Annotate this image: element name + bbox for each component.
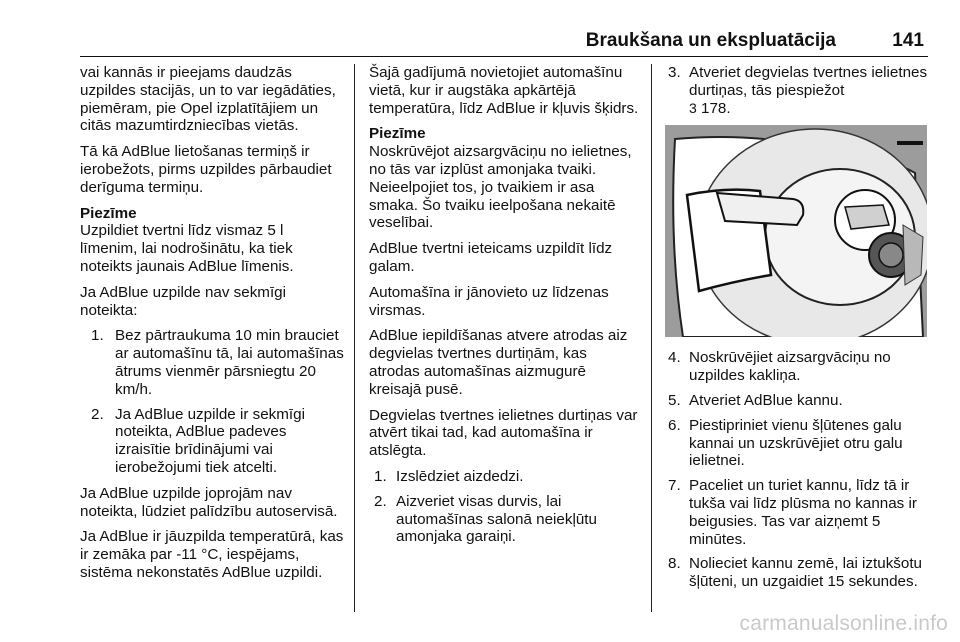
paragraph: AdBlue tvertni ieteicams uzpildīt līdz galam. (369, 240, 613, 275)
paragraph: Ja AdBlue uzpilde nav sekmīgi noteikta: (80, 283, 286, 319)
column-2 (369, 64, 641, 554)
list-item (665, 477, 935, 548)
list-item (665, 349, 935, 385)
note-heading: Piezīme (369, 125, 426, 143)
list-number: 7. (668, 477, 681, 495)
list-number: 5. (668, 391, 681, 409)
paragraph: Šajā gadījumā novietojiet automašīnu vietā, kur ir augstāka apkārtējā temperatūra, līdz AdBlue ir kļuvis šķidrs. (369, 64, 639, 117)
list-text: Izslēdziet aizdedzi. (396, 467, 524, 485)
list-text: Ja AdBlue uzpilde ir sekmīgi noteikta, AdBlue padeves izraisītie brīdinājumi vai ierobežojumi tiek atcelti. (115, 405, 305, 476)
list-item (665, 392, 935, 410)
list-number: 1. (374, 467, 387, 485)
list-number: 3. (668, 64, 681, 81)
paragraph: Ja AdBlue ir jāuzpilda temperatūrā, kas ir zemāka par -11 °C, iespējams, sistēma nekonstatēs AdBlue uzpildi. (80, 528, 344, 581)
list-item (80, 327, 344, 398)
list-text: Nolieciet kannu zemē, lai iztukšotu šļūteni, un uzgaidiet 15 sekundes. (689, 555, 922, 591)
column-divider-right (651, 64, 652, 612)
list-item (665, 64, 935, 117)
page-ref-arrow-icon: 3 (689, 99, 697, 116)
note-heading: Piezīme (80, 204, 137, 222)
page-reference[interactable]: 178. (701, 99, 731, 117)
list-item (369, 493, 641, 546)
column-divider-left (354, 64, 355, 612)
column-1 (80, 64, 344, 590)
numbered-list (665, 349, 935, 591)
list-text: Bez pārtraukuma 10 min brauciet ar automašīnu tā, lai automašīnas ātrums vienmēr pārsniegtu 20 km/h. (115, 327, 344, 398)
paragraph: AdBlue iepildīšanas atvere atrodas aiz degvielas tvertnes durtiņām, kas atrodas automašīnas aizmugurē kreisajā pusē. (369, 327, 628, 398)
note-text: Uzpildiet tvertni līdz vismaz 5 l līmenim, lai nodrošinātu, ka tiek noteikts jaunais AdBlue līmenis. (80, 222, 294, 275)
list-item (665, 555, 935, 591)
numbered-list (80, 327, 344, 476)
list-number: 4. (668, 349, 681, 367)
paragraph: Tā kā AdBlue lietošanas termiņš ir ierobežots, pirms uzpildes pārbaudiet derīguma termiņu. (80, 143, 332, 196)
note-text: Noskrūvējot aizsargvāciņu no ielietnes, no tās var izplūst amonjaka tvaiki. Neieelpojiet tos, jo tvaikiem ir asa smaka. Šo tvaiku ieelpošana nekaitē veselībai. (369, 143, 632, 232)
list-number: 8. (668, 555, 681, 573)
list-number: 2. (374, 492, 387, 510)
list-text: Paceliet un turiet kannu, līdz tā ir tukša vai līdz plūsma no kannas ir beigusies. Tas var aizņemt 5 minūtes. (689, 477, 917, 548)
paragraph: Ja AdBlue uzpilde joprojām nav noteikta, lūdziet palīdzību autoservisā. (80, 484, 338, 520)
note-block (369, 125, 641, 232)
list-text: Piestipriniet vienu šļūtenes galu kannai un uzskrūvējiet otru galu ielietnei. (689, 416, 903, 470)
paragraph: vai kannās ir pieejams daudzās uzpildes stacijās, un to var iegādāties, piemēram, pie Opel izplatītājiem un citās mazumtirdzniecības vietās. (80, 64, 336, 135)
numbered-list (369, 468, 641, 546)
list-number: 2. (91, 405, 104, 423)
list-item (665, 417, 935, 470)
page-number: 141 (892, 30, 924, 51)
note-block (80, 205, 344, 276)
page-header (80, 24, 928, 58)
list-text: Atveriet AdBlue kannu. (689, 391, 843, 409)
column-3 (665, 64, 935, 599)
numbered-list (665, 64, 935, 117)
paragraph: Degvielas tvertnes ielietnes durtiņas var atvērt tikai tad, kad automašīna ir atslēgta. (369, 406, 638, 460)
list-text: Noskrūvējiet aizsargvāciņu no uzpildes kakliņa. (689, 349, 891, 385)
list-item (369, 468, 641, 486)
watermark-text: carmanualsonline.info (739, 612, 948, 635)
list-number: 1. (91, 327, 104, 345)
list-item (80, 406, 344, 477)
paragraph: Automašīna ir jānovieto uz līdzenas virsmas. (369, 283, 609, 319)
header-divider (80, 56, 928, 57)
list-text: Atveriet degvielas tvertnes ielietnes durtiņas, tās piespiežot (689, 64, 928, 99)
chapter-title: Braukšana un ekspluatācija (585, 30, 836, 51)
fuel-filler-illustration (665, 125, 927, 337)
list-number: 6. (668, 416, 681, 434)
list-text: Aizveriet visas durvis, lai automašīnas salonā neiekļūtu amonjaka garaiņi. (396, 492, 597, 546)
